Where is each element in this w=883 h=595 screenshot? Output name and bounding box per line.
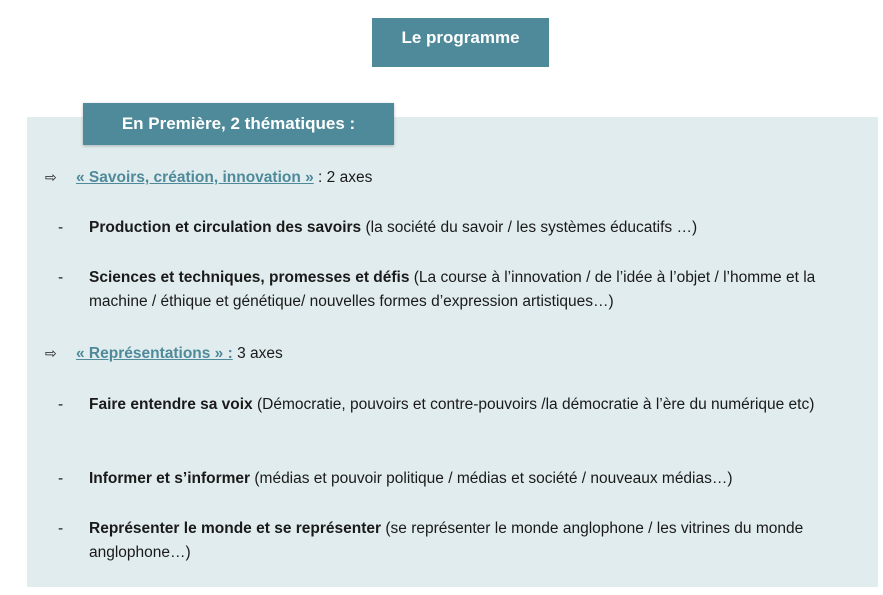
theme-heading: ⇨ « Savoirs, création, innovation » : 2 axes [45,169,373,186]
theme-link-savoirs[interactable]: « Savoirs, création, innovation » [76,169,314,186]
theme-link-representations[interactable]: « Représentations » : [76,345,233,362]
list-item: - Informer et s’informer (médias et pouvoir politique / médias et société / nouveaux médias…) [58,470,733,487]
list-item: - Représenter le monde et se représenter (se représenter le monde anglophone / les vitrines du monde anglophone…) [58,520,804,561]
arrow-right-outline-icon: ⇨ [45,345,57,361]
list-item: - Sciences et techniques, promesses et défis (La course à l’innovation / de l’idée à l’objet / l’homme et la machine / éthique et génétique/ nouvelles formes d’expression artistiques…) [58,269,816,310]
page-title: Le programme [372,18,549,67]
list-item: - Faire entendre sa voix (Démocratie, pouvoirs et contre-pouvoirs /la démocratie à l’ère du numérique etc) [58,396,815,413]
section-header: En Première, 2 thématiques : [83,103,394,145]
list-item: - Production et circulation des savoirs (la société du savoir / les systèmes éducatifs …) [58,219,698,236]
arrow-right-outline-icon: ⇨ [45,169,57,185]
theme-heading: ⇨ « Représentations » : 3 axes [45,345,283,362]
